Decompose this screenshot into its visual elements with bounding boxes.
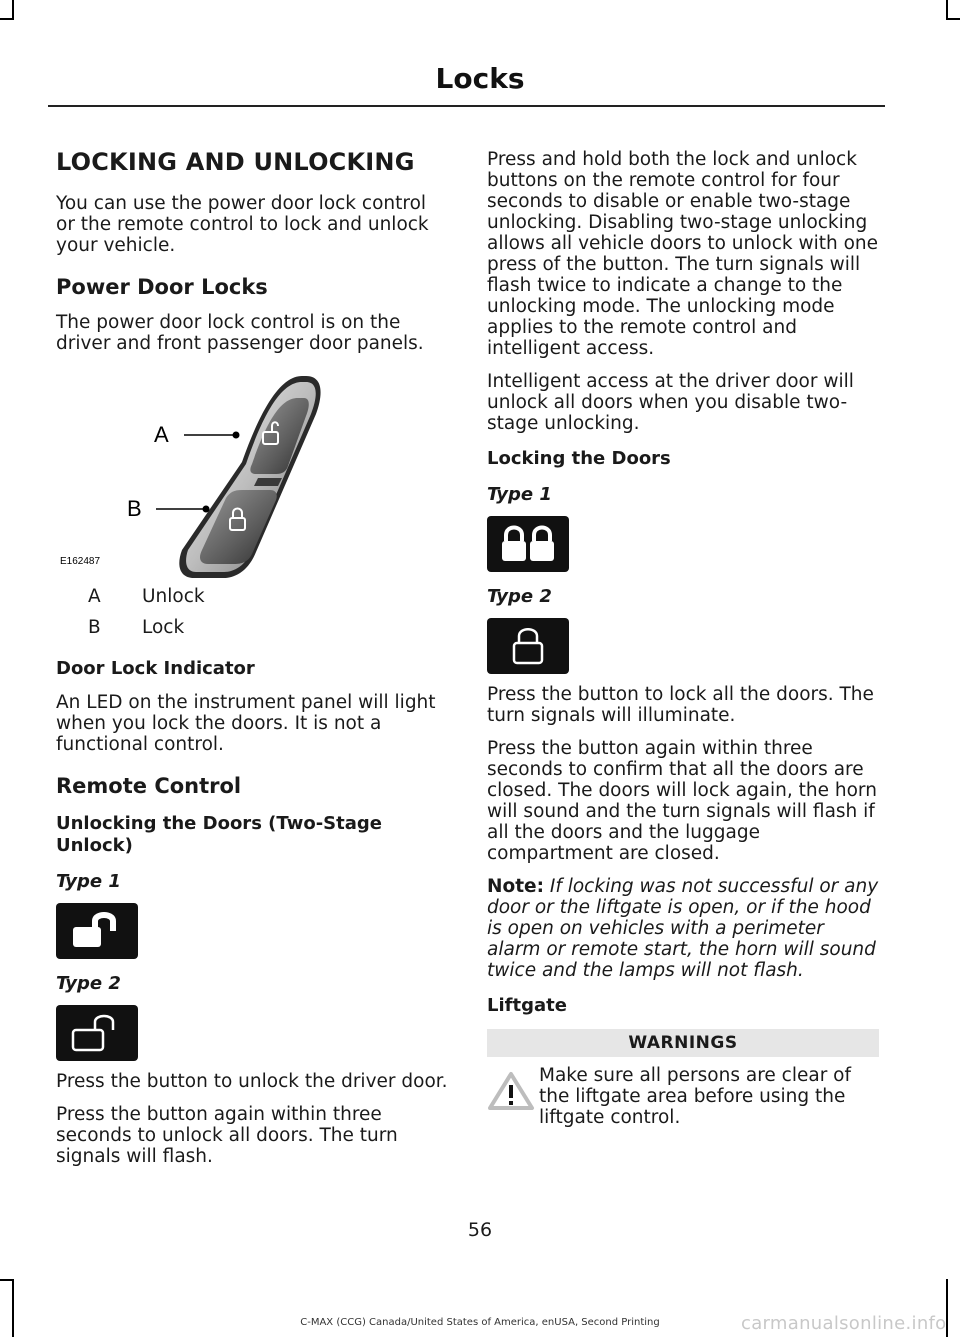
callout-row xyxy=(56,617,448,638)
power-door-locks-heading: Power Door Locks xyxy=(56,275,268,299)
door-lock-indicator-heading: Door Lock Indicator xyxy=(56,658,255,679)
footer-text: C-MAX (CCG) Canada/United States of America, enUSA, Second Printing xyxy=(300,1317,660,1328)
locking-doors-heading: Locking the Doors xyxy=(487,448,671,469)
note-text: If locking was not successful or any door or the liftgate is open, or if the hood is open on vehicles with a perimeter alarm or remote start, the horn will sound twice and the lamps will not flash. xyxy=(487,876,879,981)
lock-icon xyxy=(487,618,569,674)
note-paragraph xyxy=(487,876,879,981)
crop-mark xyxy=(0,1279,14,1281)
callout-label-a: A xyxy=(154,422,169,447)
crop-mark xyxy=(946,0,948,18)
callout-row xyxy=(56,586,448,607)
intro-paragraph: You can use the power door lock control or the remote control to lock and unlock your vehicle. xyxy=(56,193,429,256)
door-lock-switch-illustration xyxy=(56,368,448,580)
crop-mark xyxy=(12,0,14,18)
warning-box xyxy=(487,1065,879,1128)
callout-text: Lock xyxy=(142,617,185,638)
callout-label-b: B xyxy=(127,496,142,521)
warning-triangle-icon xyxy=(487,1065,539,1128)
crop-mark xyxy=(0,18,14,20)
unlock-instruction-1: Press the button to unlock the driver door. xyxy=(56,1071,448,1092)
type1-label: Type 1 xyxy=(487,484,552,505)
lock-instruction-2: Press the button again within three seconds to confirm that all the doors are closed. The doors will lock again, the horn will sound and the turn signals will flash if all the doors and the luggage compartment are closed. xyxy=(487,738,877,864)
liftgate-heading: Liftgate xyxy=(487,995,567,1016)
callout-text: Unlock xyxy=(142,586,205,607)
header-divider xyxy=(48,105,885,107)
type2-label: Type 2 xyxy=(487,586,552,607)
double-lock-icon xyxy=(487,516,569,572)
warning-text: Make sure all persons are clear of the liftgate area before using the liftgate control. xyxy=(539,1065,852,1128)
callout-list xyxy=(56,586,448,638)
intelligent-access-paragraph: Intelligent access at the driver door will unlock all doors when you disable two-stage unlocking. xyxy=(487,371,854,434)
watermark: carmanualsonline.info xyxy=(741,1313,947,1334)
door-lock-switch-figure xyxy=(56,368,448,580)
callout-key: B xyxy=(88,617,101,638)
unlock-icon xyxy=(56,1005,138,1061)
left-column xyxy=(56,140,448,1179)
power-door-locks-text: The power door lock control is on the driver and front passenger door panels. xyxy=(56,312,424,354)
unlocking-heading: Unlocking the Doors (Two-Stage Unlock) xyxy=(56,813,382,856)
unlock-icon xyxy=(56,903,138,959)
type1-label: Type 1 xyxy=(56,871,121,892)
warnings-heading: WARNINGS xyxy=(487,1029,879,1057)
section-heading: LOCKING AND UNLOCKING xyxy=(56,148,415,176)
unlock-instruction-2: Press the button again within three seconds to unlock all doors. The turn signals will flash. xyxy=(56,1104,398,1167)
page-title: Locks xyxy=(435,62,525,95)
callout-key: A xyxy=(88,586,101,607)
note-label: Note: xyxy=(487,876,544,897)
page-number: 56 xyxy=(467,1219,493,1241)
crop-mark xyxy=(946,18,960,20)
lock-instruction-1: Press the button to lock all the doors. The turn signals will illuminate. xyxy=(487,684,874,726)
type2-label: Type 2 xyxy=(56,973,121,994)
two-stage-paragraph: Press and hold both the lock and unlock buttons on the remote control for four seconds to disable or enable two-stage unlocking. Disabling two-stage unlocking allows all vehicle doors to unlock with one press of the button. The turn signals will flash twice to indicate a change to the unlocking mode. The unlocking mode applies to the remote control and intelligent access. xyxy=(487,149,879,359)
crop-mark xyxy=(12,1279,14,1337)
figure-code: E162487 xyxy=(60,556,101,567)
door-lock-indicator-text: An LED on the instrument panel will light when you lock the doors. It is not a functional control. xyxy=(56,692,436,755)
right-column xyxy=(487,149,879,1128)
remote-control-heading: Remote Control xyxy=(56,774,242,798)
